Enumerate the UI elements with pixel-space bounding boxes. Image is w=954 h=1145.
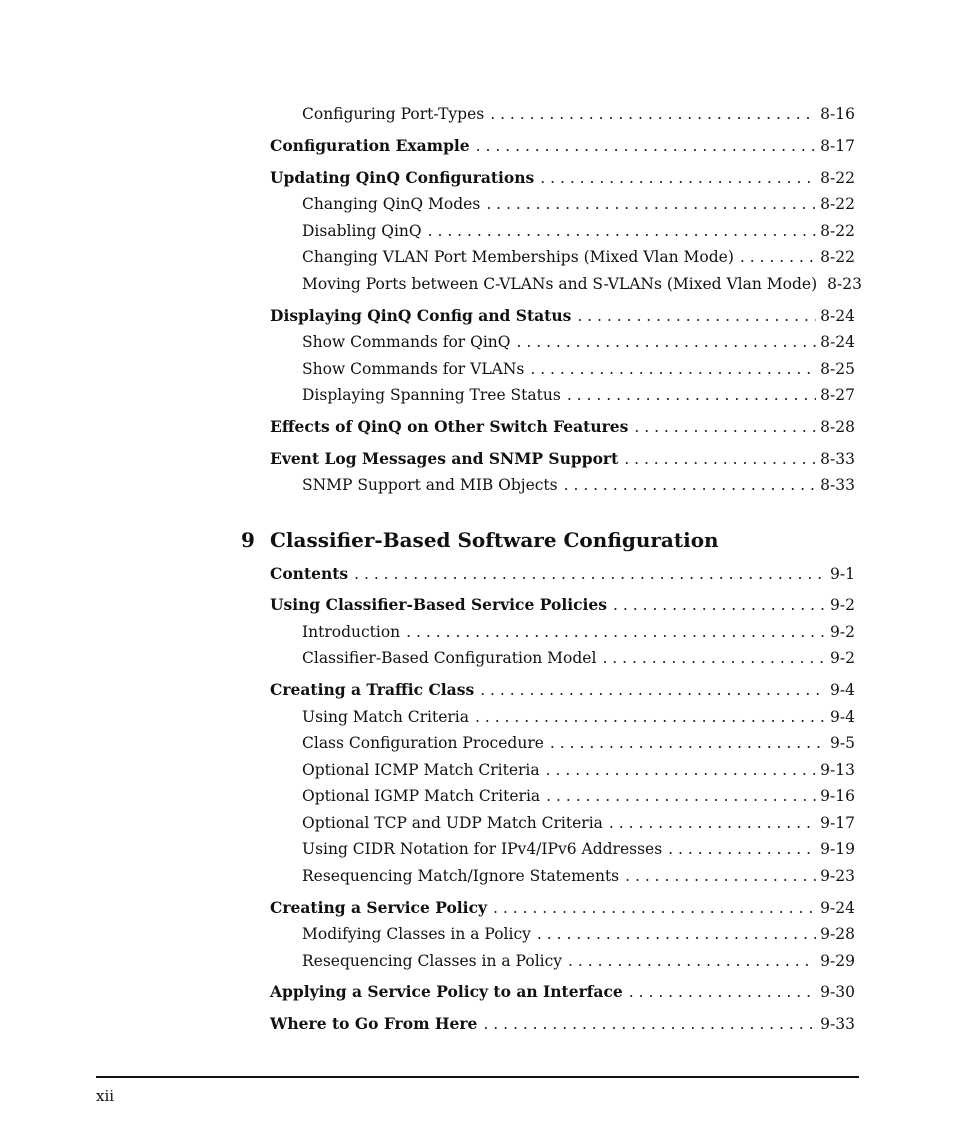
toc-entry-page: 8-33: [820, 450, 855, 468]
chapter-number: 9: [241, 528, 255, 552]
toc-entry-title: Updating QinQ Configurations: [270, 168, 535, 187]
chapter-heading: [241, 526, 719, 554]
chapter-title: Classifier-Based Software Configuration: [270, 528, 719, 552]
dot-leader: [428, 220, 817, 242]
toc-entry-page: 9-33: [820, 1015, 855, 1033]
dot-leader: [624, 448, 816, 470]
toc-entry[interactable]: [302, 103, 855, 125]
dot-leader: [568, 950, 816, 972]
toc-entry[interactable]: [270, 563, 855, 585]
toc-entry-page: 8-25: [820, 360, 855, 378]
toc-entry-title: Where to Go From Here: [270, 1014, 478, 1033]
toc-entry-title: Resequencing Match/Ignore Statements: [302, 867, 620, 885]
toc-entry[interactable]: [302, 812, 855, 834]
toc-entry-title: Using CIDR Notation for IPv4/IPv6 Addresses: [302, 840, 663, 858]
toc-entry-page: 9-19: [820, 840, 855, 858]
toc-entry[interactable]: [302, 759, 855, 781]
toc-entry[interactable]: [270, 416, 855, 438]
toc-entry-title: Moving Ports between C-VLANs and S-VLANs (Mixed Vlan Mode): [302, 275, 818, 293]
toc-entry-title: SNMP Support and MIB Objects: [302, 476, 558, 494]
toc-entry-page: 9-28: [820, 925, 855, 943]
toc-entry-page: 9-17: [820, 814, 855, 832]
toc-entry-page: 8-22: [820, 222, 855, 240]
toc-entry[interactable]: [302, 785, 855, 807]
dot-leader: [625, 865, 816, 887]
dot-leader: [546, 785, 816, 807]
toc-entry-page: 8-24: [820, 333, 855, 351]
toc-entry-page: 9-2: [830, 623, 855, 641]
toc-entry-page: 8-16: [820, 105, 855, 123]
footer-rule: [96, 1076, 859, 1078]
toc-entry[interactable]: [302, 358, 855, 380]
toc-entry-page: 8-33: [820, 476, 855, 494]
toc-entry[interactable]: [302, 838, 855, 860]
toc-entry-page: 9-29: [820, 952, 855, 970]
toc-entry-title: Optional TCP and UDP Match Criteria: [302, 814, 603, 832]
toc-entry[interactable]: [302, 865, 855, 887]
toc-entry-title: Configuration Example: [270, 136, 470, 155]
toc-entry-page: 8-22: [820, 195, 855, 213]
toc-entry-page: 9-16: [820, 787, 855, 805]
toc-entry[interactable]: [302, 647, 855, 669]
dot-leader: [530, 358, 816, 380]
dot-leader: [476, 135, 817, 157]
toc-entry-title: Disabling QinQ: [302, 222, 422, 240]
dot-leader: [537, 923, 816, 945]
dot-leader: [486, 193, 816, 215]
toc-entry-title: Changing VLAN Port Memberships (Mixed Vlan Mode): [302, 248, 734, 266]
dot-leader: [634, 416, 816, 438]
toc-entry[interactable]: [270, 135, 855, 157]
toc-entry-page: 9-5: [830, 734, 855, 752]
toc-entry-page: 9-13: [820, 761, 855, 779]
toc-entry-page: 9-4: [830, 708, 855, 726]
toc-entry-title: Creating a Service Policy: [270, 898, 488, 917]
toc-entry-page: 9-30: [820, 983, 855, 1001]
toc-entry-title: Show Commands for QinQ: [302, 333, 511, 351]
toc-entry[interactable]: [302, 331, 855, 353]
toc-entry-page: 9-23: [820, 867, 855, 885]
dot-leader: [668, 838, 816, 860]
toc-entry[interactable]: [302, 706, 855, 728]
toc-entry-title: Displaying Spanning Tree Status: [302, 386, 561, 404]
toc-entry-title: Configuring Port-Types: [302, 105, 485, 123]
toc-entry-page: 9-4: [830, 681, 855, 699]
dot-leader: [517, 331, 817, 353]
dot-leader: [629, 981, 816, 1003]
toc-entry-title: Applying a Service Policy to an Interface: [270, 982, 623, 1001]
toc-entry-page: 8-28: [820, 418, 855, 436]
dot-leader: [602, 647, 826, 669]
toc-entry[interactable]: [302, 193, 855, 215]
toc-entry[interactable]: [270, 167, 855, 189]
toc-entry-title: Introduction: [302, 623, 401, 641]
toc-entry-title: Resequencing Classes in a Policy: [302, 952, 563, 970]
toc-entry-page: 9-2: [830, 596, 855, 614]
toc-entry-page: 9-24: [820, 899, 855, 917]
dot-leader: [577, 305, 816, 327]
toc-entry-title: Effects of QinQ on Other Switch Features: [270, 417, 629, 436]
toc-entry-page: 8-22: [820, 248, 855, 266]
toc-entry[interactable]: [270, 679, 855, 701]
toc-entry-title: Classifier-Based Configuration Model: [302, 649, 597, 667]
toc-entry-page: 8-23: [827, 275, 862, 293]
toc-entry[interactable]: [302, 246, 855, 268]
toc-entry[interactable]: [270, 305, 855, 327]
dot-leader: [740, 246, 816, 268]
toc-entry-page: 8-22: [820, 169, 855, 187]
toc-entry[interactable]: [302, 621, 855, 643]
dot-leader: [609, 812, 816, 834]
toc-entry-title: Show Commands for VLANs: [302, 360, 525, 378]
toc-entry[interactable]: [270, 897, 855, 919]
toc-entry[interactable]: [302, 923, 855, 945]
toc-entry[interactable]: [302, 220, 855, 242]
dot-leader: [483, 1013, 816, 1035]
toc-entry-page: 9-1: [830, 565, 855, 583]
toc-entry-title: Displaying QinQ Config and Status: [270, 306, 572, 325]
dot-leader: [613, 594, 826, 616]
toc-entry-title: Using Match Criteria: [302, 708, 469, 726]
dot-leader: [406, 621, 826, 643]
toc-entry-title: Using Classifier-Based Service Policies: [270, 595, 608, 614]
dot-leader: [475, 706, 826, 728]
toc-entry[interactable]: [302, 732, 855, 754]
toc-entry[interactable]: [270, 594, 855, 616]
dot-leader: [546, 759, 817, 781]
toc-entry-page: 8-27: [820, 386, 855, 404]
dot-leader: [564, 474, 817, 496]
dot-leader: [493, 897, 816, 919]
dot-leader: [540, 167, 816, 189]
dot-leader: [567, 384, 816, 406]
toc-entry-title: Event Log Messages and SNMP Support: [270, 449, 619, 468]
toc-entry[interactable]: [302, 384, 855, 406]
dot-leader: [490, 103, 816, 125]
toc-entry-title: Contents: [270, 564, 349, 583]
toc-entry-title: Modifying Classes in a Policy: [302, 925, 531, 943]
dot-leader: [354, 563, 826, 585]
toc-entry[interactable]: [302, 474, 855, 496]
footer-page-number: xii: [96, 1087, 115, 1105]
toc-entry[interactable]: [302, 273, 862, 295]
dot-leader: [480, 679, 826, 701]
toc-entry[interactable]: [302, 950, 855, 972]
toc-entry[interactable]: [270, 448, 855, 470]
toc-entry-page: 8-17: [820, 137, 855, 155]
toc-entry[interactable]: [270, 1013, 855, 1035]
toc-entry-page: 9-2: [830, 649, 855, 667]
toc-entry-title: Optional IGMP Match Criteria: [302, 787, 541, 805]
toc-entry-title: Creating a Traffic Class: [270, 680, 475, 699]
dot-leader: [550, 732, 826, 754]
toc-entry-page: 8-24: [820, 307, 855, 325]
toc-entry[interactable]: [270, 981, 855, 1003]
toc-entry-title: Changing QinQ Modes: [302, 195, 481, 213]
toc-entry-title: Class Configuration Procedure: [302, 734, 544, 752]
toc-entry-title: Optional ICMP Match Criteria: [302, 761, 540, 779]
